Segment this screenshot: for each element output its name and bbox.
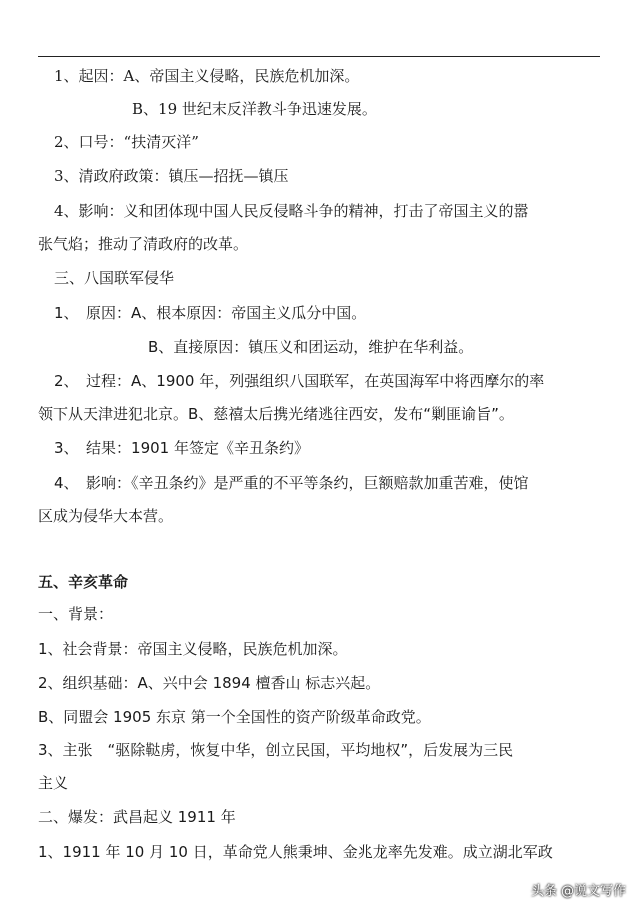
text-line: 2、组织基础：A、兴中会 1894 檀香山 标志兴起。 xyxy=(38,674,381,692)
section-heading: 一、背景： xyxy=(38,605,114,623)
section-heading: 三、八国联军侵华 xyxy=(54,269,175,287)
text-line: 1、1911 年 10 月 10 日，革命党人熊秉坤、金兆龙率先发难。成立湖北军政 xyxy=(38,843,553,861)
text-line: 4、影响：义和团体现中国人民反侵略斗争的精神，打击了帝国主义的嚣 xyxy=(54,202,529,220)
text-line: 4、 影响：《辛丑条约》是严重的不平等条约，巨额赔款加重苦难，使馆 xyxy=(54,474,529,492)
text-line: 2、 过程：A、1900 年，列强组织八国联军，在英国海军中将西摩尔的率 xyxy=(54,372,545,390)
top-rule xyxy=(38,56,600,57)
text-line: 1、社会背景：帝国主义侵略，民族危机加深。 xyxy=(38,640,348,658)
text-line: 3、清政府政策：镇压—招抚—镇压 xyxy=(54,167,289,185)
text-line: B、19 世纪末反洋教斗争迅速发展。 xyxy=(132,100,377,118)
text-line: 主义 xyxy=(38,774,69,792)
section-heading: 二、爆发：武昌起义 1911 年 xyxy=(38,808,236,826)
text-line: 区成为侵华大本营。 xyxy=(38,507,174,525)
text-line: B、直接原因：镇压义和团运动，维护在华利益。 xyxy=(148,338,474,356)
text-line: 领下从天津进犯北京。B、慈禧太后携光绪逃往西安，发布“剿匪谕旨”。 xyxy=(38,405,514,423)
text-line: 3、主张 “驱除鞑虏，恢复中华，创立民国，平均地权”，后发展为三民 xyxy=(38,741,514,759)
text-line: 1、起因：A、帝国主义侵略，民族危机加深。 xyxy=(54,67,360,85)
text-line: 3、 结果：1901 年签定《辛丑条约》 xyxy=(54,439,309,457)
text-line: B、同盟会 1905 东京 第一个全国性的资产阶级革命政党。 xyxy=(38,708,431,726)
text-line: 1、 原因：A、根本原因：帝国主义瓜分中国。 xyxy=(54,304,367,322)
watermark: 头条 @说文写作 xyxy=(530,884,626,899)
text-line: 2、口号：“扶清灭洋” xyxy=(54,133,199,151)
text-line: 张气焰；推动了清政府的改革。 xyxy=(38,235,249,253)
chapter-heading: 五、辛亥革命 xyxy=(38,573,129,591)
